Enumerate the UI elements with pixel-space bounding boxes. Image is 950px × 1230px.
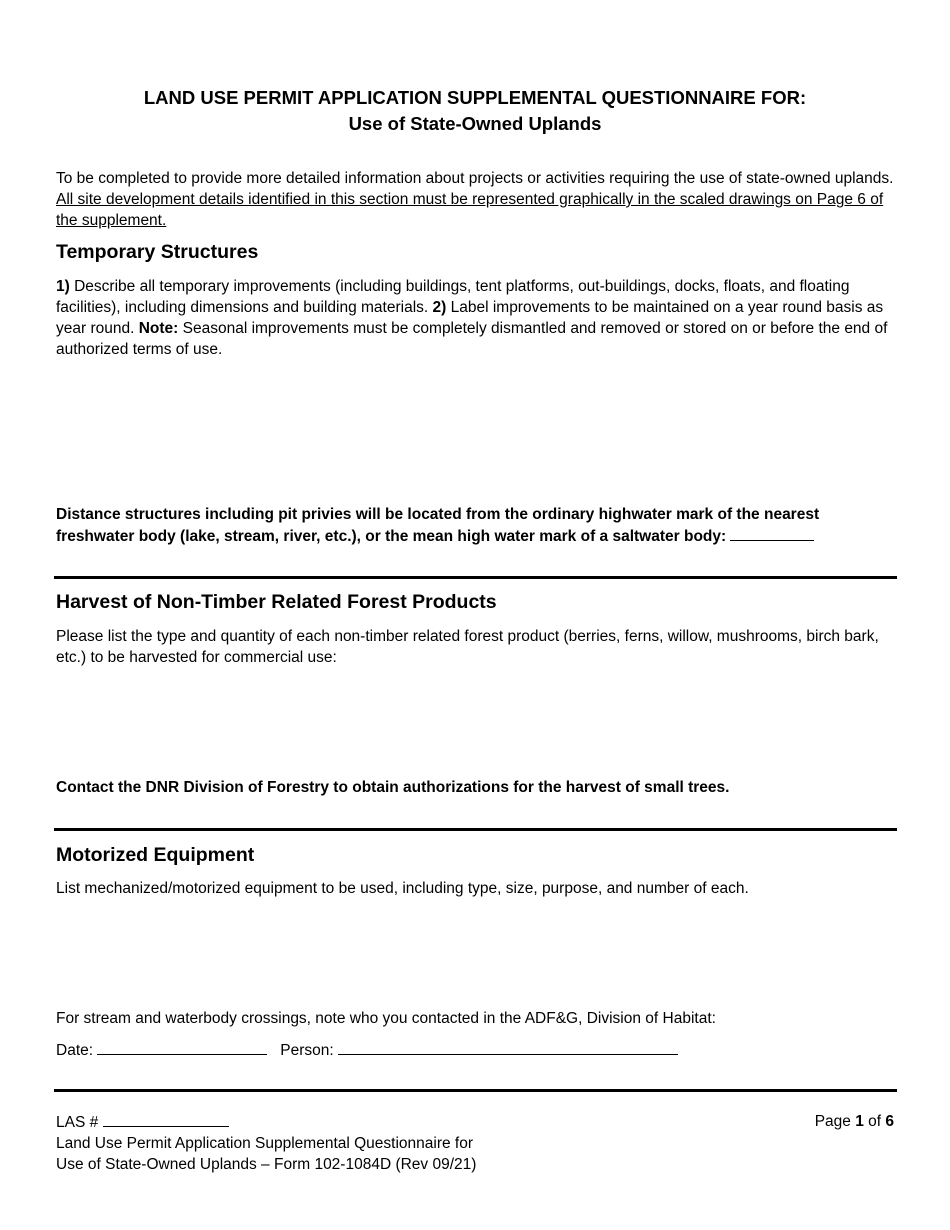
page-total: 6 <box>885 1113 894 1130</box>
title-line-2: Use of State-Owned Uplands <box>348 113 602 134</box>
intro-text: To be completed to provide more detailed information about projects or activities requiring the use of state-owned uplands. <box>56 170 894 187</box>
form-title-line-1: Land Use Permit Application Supplemental Questionnaire for <box>56 1135 474 1152</box>
contact-fields-row <box>56 1039 896 1061</box>
intro-underlined-text: All site development details identified in this section must be represented graphically in the scaled drawings on Page 6 of the supplement. <box>56 191 884 229</box>
distance-blank-field[interactable] <box>730 525 814 541</box>
las-label: LAS # <box>56 1114 99 1131</box>
footer-divider <box>54 1089 897 1092</box>
note-text: Seasonal improvements must be completely dismantled and removed or stored on or before the end of authorized terms of use. <box>56 320 888 358</box>
page-title <box>0 85 950 137</box>
motorized-instructions: List mechanized/motorized equipment to be used, including type, size, purpose, and number of each. <box>56 880 749 897</box>
section-divider-2 <box>54 828 897 831</box>
instruction-2-text: Label improvements to be maintained on a year round basis as year round. <box>56 299 884 337</box>
harvest-instructions: Please list the type and quantity of each non-timber related forest product (berries, ferns, willow, mushrooms, birch bark, etc.) to be harvested for commercial use: <box>56 628 879 666</box>
instruction-1-text: Describe all temporary improvements (including buildings, tent platforms, out-buildings, docks, floats, and floating facilities), including dimensions and building materials. <box>56 278 850 316</box>
note-label: Note: <box>138 320 179 337</box>
item-number-2: 2) <box>432 299 447 316</box>
forestry-contact-note: Contact the DNR Division of Forestry to obtain authorizations for the harvest of small trees. <box>56 779 730 796</box>
section-divider-1 <box>54 576 897 579</box>
distance-text: Distance structures including pit privies will be located from the ordinary highwater mark of the nearest freshwater body (lake, stream, river, etc.), or the mean high water mark of a saltwater body: <box>56 506 820 545</box>
las-number-row <box>56 1111 476 1133</box>
page-prefix: Page <box>814 1113 856 1130</box>
page-number: 1 <box>855 1113 864 1130</box>
person-field[interactable] <box>338 1039 678 1055</box>
title-line-1: LAND USE PERMIT APPLICATION SUPPLEMENTAL QUESTIONNAIRE FOR: <box>143 87 807 108</box>
section-heading-harvest: Harvest of Non-Timber Related Forest Products <box>56 591 497 613</box>
crossings-instructions: For stream and waterbody crossings, note who you contacted in the ADF&G, Division of Habitat: <box>56 1010 716 1027</box>
person-label: Person: <box>280 1042 334 1059</box>
date-label: Date: <box>56 1042 94 1059</box>
las-number-field[interactable] <box>103 1111 229 1127</box>
temporary-instructions <box>56 276 896 360</box>
page-indicator <box>815 1111 894 1132</box>
intro-paragraph <box>56 168 896 231</box>
section-heading-motorized-equipment: Motorized Equipment <box>56 844 255 866</box>
date-field[interactable] <box>97 1039 267 1055</box>
item-number-1: 1) <box>56 278 70 295</box>
distance-question <box>56 504 896 547</box>
section-heading-temporary-structures: Temporary Structures <box>56 241 259 263</box>
form-title-line-2: Use of State-Owned Uplands – Form 102-1084D (Rev 09/21) <box>56 1156 477 1173</box>
footer-left <box>56 1111 476 1175</box>
page-of: of <box>863 1113 886 1130</box>
